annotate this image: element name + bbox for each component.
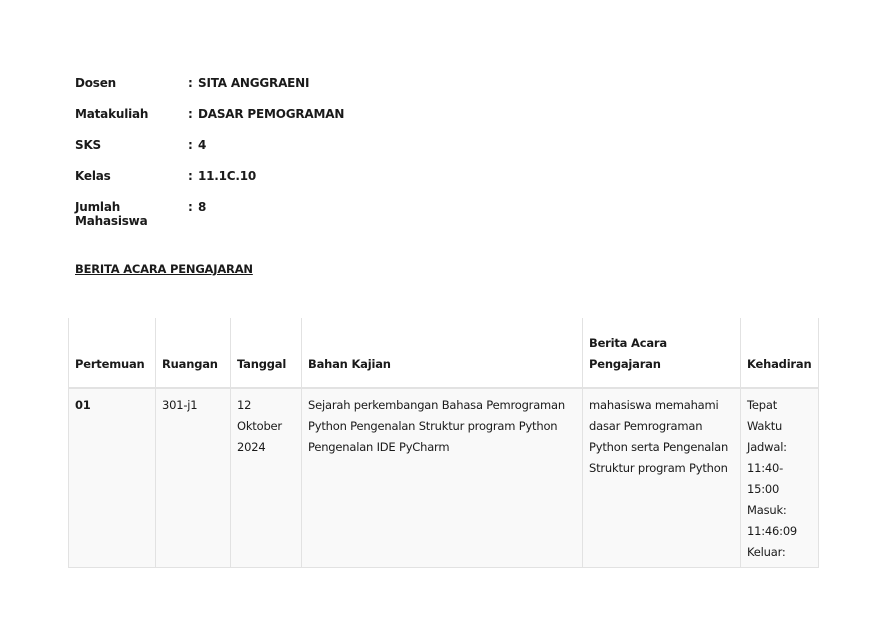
cell-berita-acara [583, 388, 741, 568]
kehadiran-line: 11:46:09 [747, 524, 798, 538]
info-value-jumlah-mahasiswa: 8 [198, 200, 207, 214]
header-berita-acara-line1: Berita Acara [589, 336, 667, 350]
kehadiran-line: Keluar: [747, 545, 786, 559]
teaching-report-table [68, 318, 819, 568]
section-title: BERITA ACARA PENGAJARAN [75, 262, 253, 276]
kehadiran-line: Masuk: [747, 503, 787, 517]
info-value-matakuliah: DASAR PEMOGRAMAN [198, 107, 345, 121]
table-row [69, 388, 819, 568]
info-separator: : [188, 138, 193, 152]
tanggal-line: Oktober [237, 419, 282, 433]
bahan-kajian-line: Pengenalan IDE PyCharm [308, 440, 450, 454]
course-info [75, 76, 344, 231]
info-label: SKS [75, 138, 101, 152]
kehadiran-line: Tepat [747, 398, 778, 412]
tanggal-line: 2024 [237, 440, 266, 454]
info-value-dosen: SITA ANGGRAENI [198, 76, 310, 90]
info-value-kelas: 11.1C.10 [198, 169, 257, 183]
header-tanggal: Tanggal [231, 318, 302, 388]
kehadiran-line: Jadwal: [747, 440, 787, 454]
header-ruangan: Ruangan [156, 318, 231, 388]
bahan-kajian-line: Python Pengenalan Struktur program Python [308, 419, 558, 433]
tanggal-line: 12 [237, 398, 252, 412]
info-row-matakuliah [75, 107, 344, 138]
info-row-kelas [75, 169, 344, 200]
cell-pertemuan: 01 [69, 388, 156, 568]
info-row-sks [75, 138, 344, 169]
kehadiran-line: Waktu [747, 419, 783, 433]
bahan-kajian-line: Sejarah perkembangan Bahasa Pemrograman [308, 398, 565, 412]
table-header-row [69, 318, 819, 388]
kehadiran-line: 11:40-15:00 [747, 461, 784, 496]
cell-bahan-kajian [302, 388, 583, 568]
header-berita-acara [583, 318, 741, 388]
info-separator: : [188, 76, 193, 90]
info-value-sks: 4 [198, 138, 207, 152]
berita-acara-line: mahasiswa memahami [589, 398, 719, 412]
cell-ruangan: 301-j1 [156, 388, 231, 568]
info-label: Matakuliah [75, 107, 149, 121]
cell-kehadiran [741, 388, 819, 568]
berita-acara-line: Python serta Pengenalan [589, 440, 729, 454]
info-separator: : [188, 169, 193, 183]
info-row-jumlah-mahasiswa [75, 200, 344, 231]
info-row-dosen [75, 76, 344, 107]
info-separator: : [188, 200, 193, 214]
berita-acara-line: Struktur program Python [589, 461, 728, 475]
berita-acara-line: dasar Pemrograman [589, 419, 703, 433]
info-label: Jumlah Mahasiswa [75, 200, 148, 228]
header-berita-acara-line2: Pengajaran [589, 357, 661, 371]
info-label: Kelas [75, 169, 111, 183]
info-label: Dosen [75, 76, 117, 90]
header-bahan-kajian: Bahan Kajian [302, 318, 583, 388]
header-kehadiran: Kehadiran [741, 318, 819, 388]
info-separator: : [188, 107, 193, 121]
header-pertemuan: Pertemuan [69, 318, 156, 388]
cell-tanggal [231, 388, 302, 568]
